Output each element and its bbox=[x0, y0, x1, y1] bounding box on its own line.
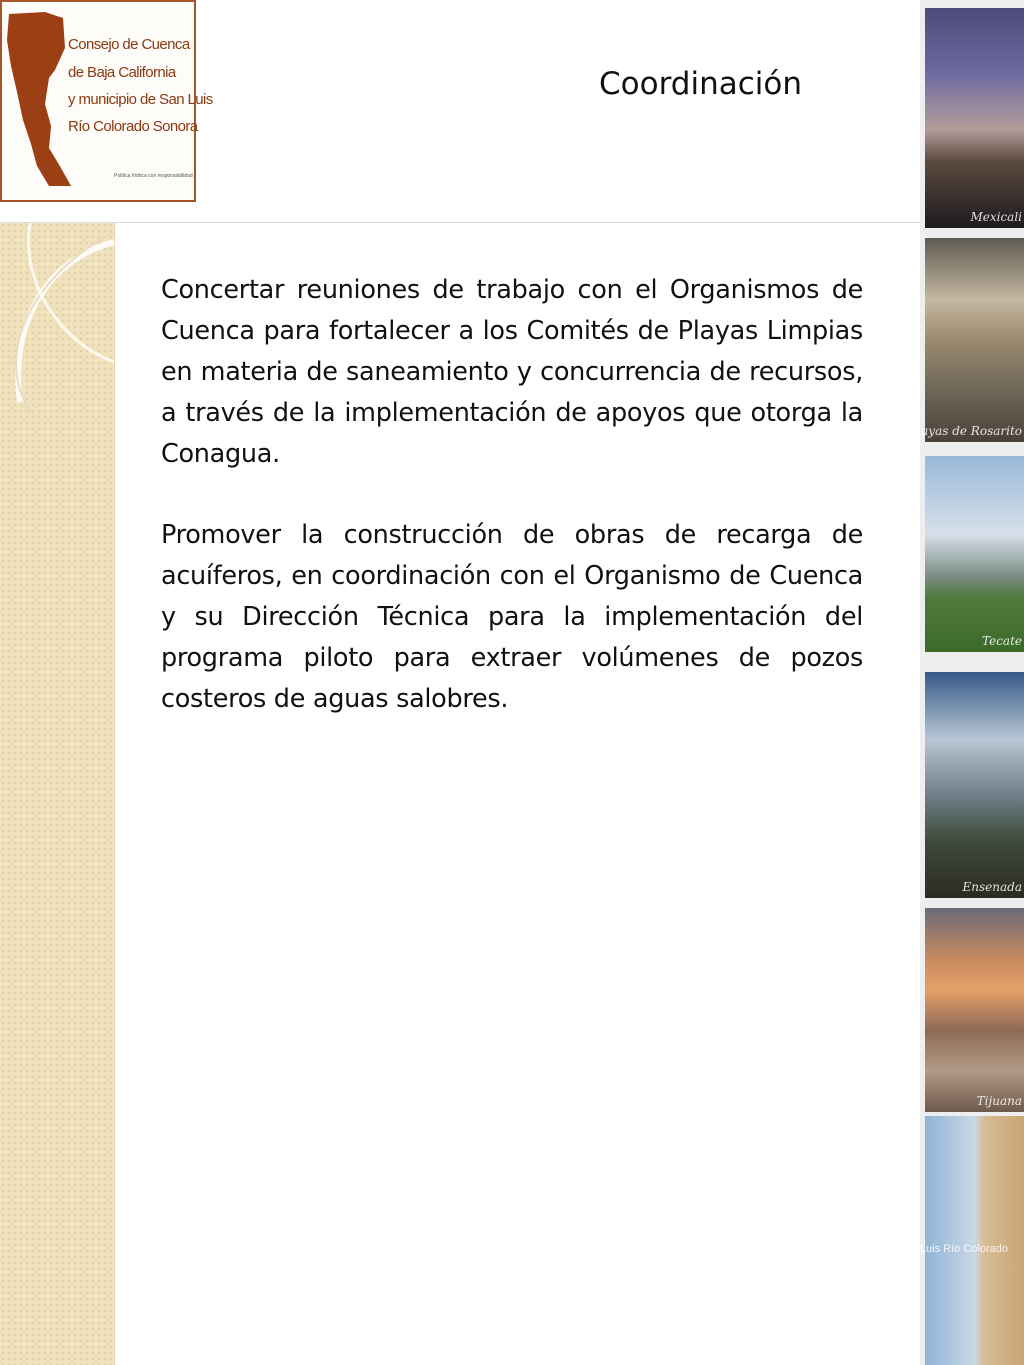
photo-playas-de-rosarito bbox=[909, 238, 1024, 442]
photo-caption: Mexicali bbox=[970, 210, 1022, 224]
logo-line-4: Río Colorado Sonora bbox=[68, 118, 198, 135]
photo-ensenada bbox=[925, 672, 1024, 898]
logo-tagline: Política hídrica con responsabilidad bbox=[114, 173, 193, 179]
logo-line-3: y municipio de San Luis bbox=[68, 91, 213, 108]
logo-line-1: Consejo de Cuenca bbox=[68, 36, 190, 53]
slide-header bbox=[0, 0, 920, 223]
photo-caption: Tecate bbox=[982, 634, 1022, 648]
photo-caption: San Luis Río Colorado bbox=[897, 1243, 1008, 1255]
organization-logo bbox=[0, 0, 213, 202]
decorative-swirl bbox=[0, 222, 114, 622]
photo-caption: Playas de Rosarito bbox=[909, 424, 1022, 438]
paragraph-coordination-meetings: Concertar reuniones de trabajo con el Organismos de Cuenca para fortalecer a los Comités de Playas Limpias en materia de saneamiento y concurrencia de recursos, a través de la implementación de apoyos que otorga la Conagua. bbox=[161, 275, 863, 469]
photo-san-luis-rio-colorado bbox=[897, 1116, 1024, 1365]
photo-caption: Tijuana bbox=[976, 1094, 1022, 1108]
logo-line-2: de Baja California bbox=[68, 64, 176, 81]
slide-body bbox=[161, 270, 863, 760]
decorative-side-pattern bbox=[0, 222, 115, 1365]
photo-tijuana bbox=[925, 908, 1024, 1112]
photo-tecate bbox=[925, 456, 1024, 652]
paragraph-aquifer-recharge: Promover la construcción de obras de recarga de acuíferos, en coordinación con el Organismo de Cuenca y su Dirección Técnica para la implementación del programa piloto para extraer volúmenes de pozos costeros de aguas salobres. bbox=[161, 520, 863, 714]
slide-title: Coordinación bbox=[599, 66, 802, 102]
baja-california-map-icon bbox=[5, 8, 75, 190]
photo-mexicali bbox=[925, 8, 1024, 228]
city-photo-strip bbox=[897, 0, 1024, 1365]
photo-caption: Ensenada bbox=[962, 880, 1022, 894]
